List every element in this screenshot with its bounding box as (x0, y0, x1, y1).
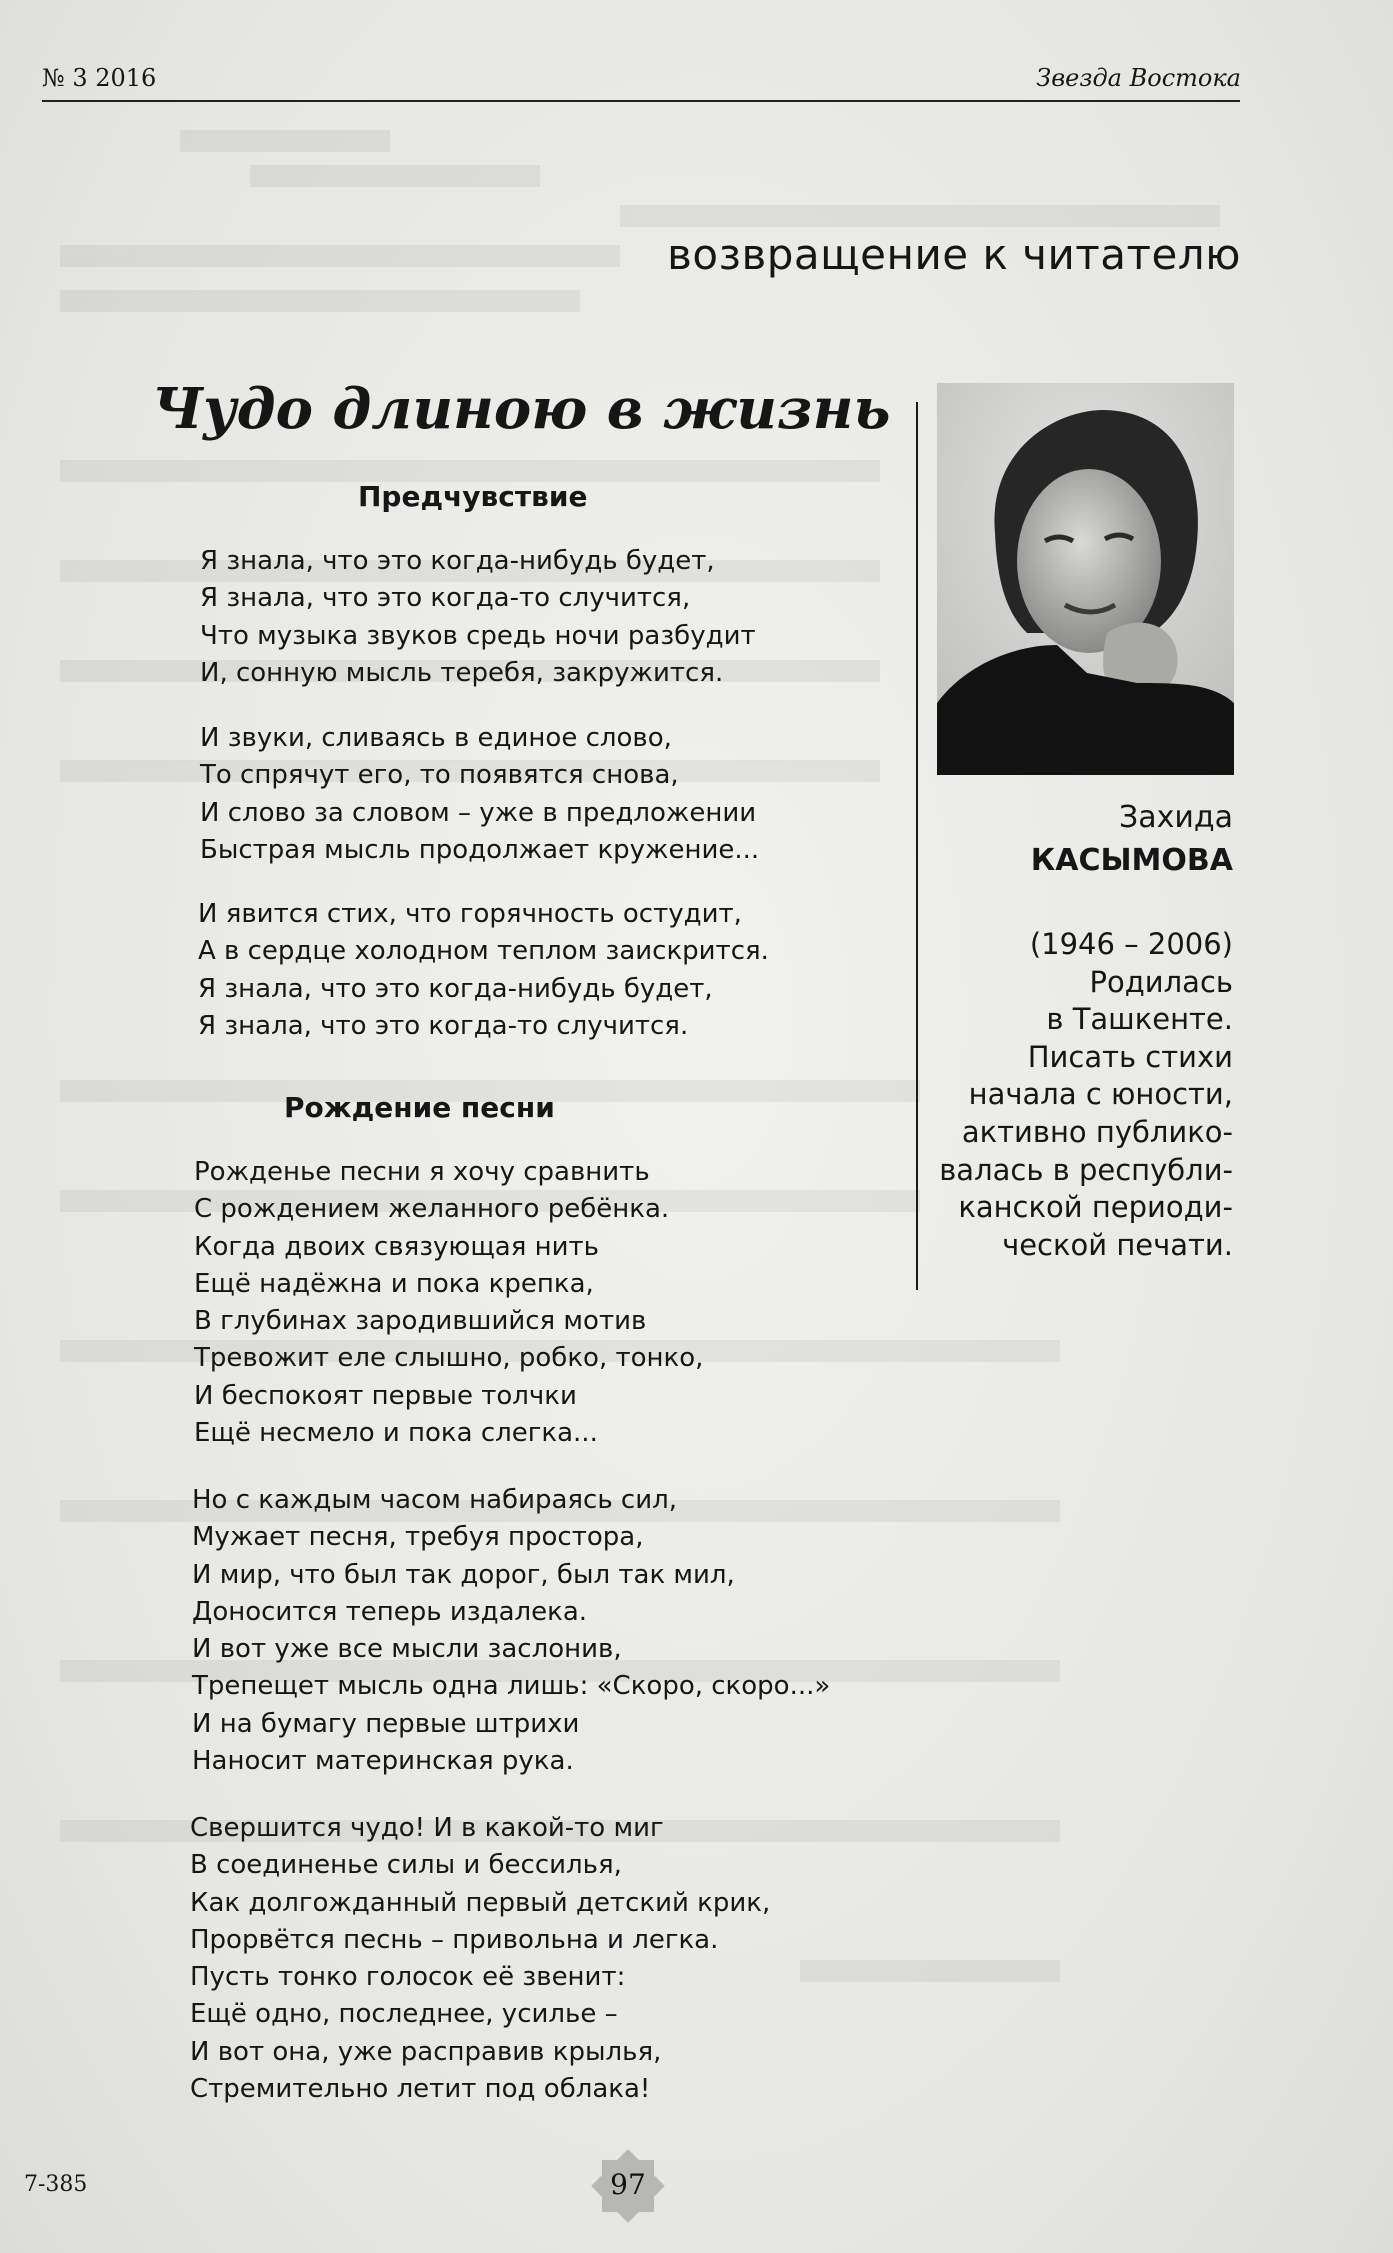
bio-line: валась в республи- (939, 1152, 1233, 1187)
journal-name: Звезда Востока (1036, 64, 1241, 92)
poem-line: Стремительно летит под облака! (190, 2074, 651, 2105)
page-number: 97 (610, 2168, 646, 2201)
article-title: Чудо длиною в жизнь (152, 376, 891, 442)
poem-line: И на бумагу первые штрихи (192, 1708, 580, 1739)
poem-line: То спрячут его, то появятся снова, (200, 760, 679, 791)
poem-line: Что музыка звуков средь ночи разбудит (200, 620, 756, 651)
poem2-stanza-1 (194, 1154, 703, 1452)
poem-line: Рожденье песни я хочу сравнить (194, 1157, 650, 1187)
bio-line: Родилась (1089, 964, 1233, 999)
poem-line: И вот она, уже расправив крылья, (190, 2036, 662, 2067)
poem-title-1: Предчувствие (358, 480, 588, 513)
poem-line: И, сонную мысль теребя, закружится. (200, 657, 724, 688)
poem-line: А в сердце холодном теплом заискрится. (198, 936, 769, 967)
poem-line: Ещё несмело и пока слегка... (194, 1418, 598, 1449)
poem-line: И слово за словом – уже в предложении (200, 797, 757, 828)
printer-signature: 7-385 (24, 2172, 88, 2197)
bio-line: (1946 – 2006) (1029, 927, 1233, 961)
poem-line: Доносится теперь издалека. (192, 1596, 588, 1627)
poem-line: Я знала, что это когда-нибудь будет, (198, 973, 713, 1004)
poem-line: И явится стих, что горячность остудит, (198, 899, 742, 929)
poem-line: Тревожит еле слышно, робко, тонко, (194, 1343, 704, 1374)
poem-line: Прорвётся песнь – привольна и легка. (190, 1924, 719, 1955)
poem-line: Мужает песня, требуя простора, (192, 1522, 644, 1553)
poem-line: Свершится чудо! И в какой-то миг (190, 1813, 664, 1843)
poem1-stanza-2 (200, 720, 759, 869)
poem-line: С рождением желанного ребёнка. (194, 1194, 670, 1225)
poem-line: Трепещет мысль одна лишь: «Скоро, скоро...» (192, 1671, 831, 1702)
poem2-stanza-2 (192, 1482, 830, 1780)
column-divider (916, 402, 918, 1290)
bio-line: Писать стихи (1027, 1039, 1233, 1074)
header-rule (42, 100, 1240, 102)
poem-line: В глубинах зародившийся мотив (194, 1306, 647, 1337)
poem-line: Ещё одно, последнее, усилье – (190, 1999, 618, 2030)
poem-line: Но с каждым часом набираясь сил, (192, 1485, 677, 1515)
poem-line: Как долгожданный первый детский крик, (190, 1887, 771, 1918)
poem-line: Я знала, что это когда-то случится. (198, 1010, 689, 1041)
poem-line: И беспокоят первые толчки (194, 1380, 577, 1411)
bio-line: канской периоди- (958, 1190, 1233, 1225)
poem-line: Я знала, что это когда-то случится, (200, 583, 691, 614)
bio-line: в Ташкенте. (1046, 1002, 1233, 1037)
poem-line: Наносит материнская рука. (192, 1746, 574, 1777)
poem-line: Когда двоих связующая нить (194, 1231, 600, 1262)
poem-line: И вот уже все мысли заслонив, (192, 1634, 622, 1665)
poem-line: В соединенье силы и бессилья, (190, 1850, 622, 1881)
author-first-name: Захида (1119, 800, 1233, 835)
poem-line: Быстрая мысль продолжает кружение... (200, 834, 760, 865)
poem-line: И мир, что был так дорог, был так мил, (192, 1559, 735, 1590)
portrait-image-icon (937, 383, 1234, 775)
bio-line: ческой печати. (1002, 1227, 1233, 1262)
bio-line: начала с юности, (968, 1077, 1233, 1112)
author-portrait (937, 383, 1234, 775)
poem-line: Я знала, что это когда-нибудь будет, (200, 546, 715, 576)
poem2-stanza-3 (190, 1810, 770, 2108)
poem1-stanza-1 (200, 543, 756, 692)
poem-line: Пусть тонко голосок её звенит: (190, 1962, 626, 1993)
author-bio (939, 926, 1233, 1264)
author-last-name: КАСЫМОВА (1030, 843, 1233, 878)
page-number-badge (588, 2146, 668, 2226)
bio-line: активно публико- (961, 1114, 1233, 1149)
poem1-stanza-3 (198, 896, 769, 1045)
section-title: возвращение к читателю (667, 230, 1241, 279)
poem-line: И звуки, сливаясь в единое слово, (200, 723, 672, 753)
poem-title-2: Рождение песни (284, 1091, 555, 1124)
issue-number: № 3 2016 (42, 64, 157, 92)
poem-line: Ещё надёжна и пока крепка, (194, 1268, 594, 1299)
